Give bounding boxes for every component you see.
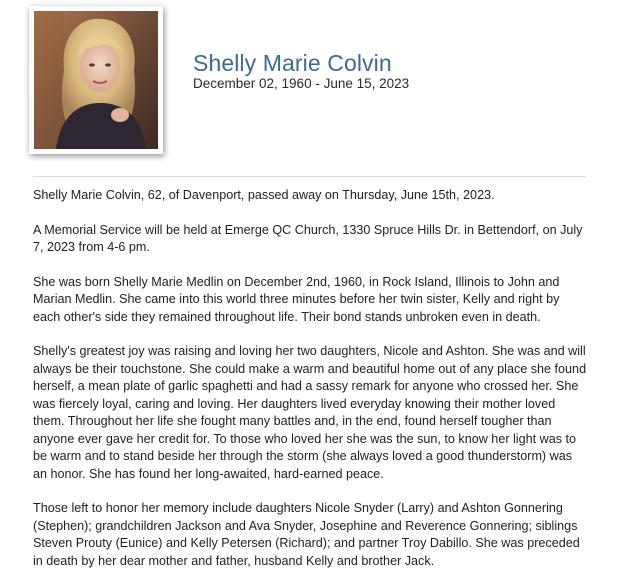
obituary-paragraph: A Memorial Service will be held at Emerge QC Church, 1330 Spruce Hills Dr. in Bettendorf, on July 7, 2023 from 4-6 pm.: [33, 222, 583, 254]
life-dates: December 02, 1960 - June 15, 2023: [193, 76, 410, 91]
obituary-header: [0, 0, 620, 176]
obituary-paragraph: Shelly's greatest joy was raising and loving her two daughters, Nicole and Ashton. She was and will always be their touchstone. She could make a warm and beautiful home out of any place she found herself, a mean plate of garlic spaghetti and had a sassy remark for anyone who crossed her. She was fiercely loyal, caring and loving. Her daughters lived everyday knowing their mother loved them. Throughout her life she fought many battles and, in the end, found herself tougher than anyone ever gave her credit for. To those who loved her she was the sun, to know her light was to be warm and to stand beside her through the storm (she always loved a good thunderstorm) was an honor. She has found her long-awaited, hard-earned peace.: [33, 344, 587, 481]
header-divider: [33, 176, 586, 177]
deceased-name: Shelly Marie Colvin: [193, 50, 392, 76]
portrait-photo-frame: [29, 6, 163, 154]
portrait-photo: [34, 11, 158, 149]
obituary-paragraph: She was born Shelly Marie Medlin on December 2nd, 1960, in Rock Island, Illinois to John and Marian Medlin. She came into this world three minutes before her twin sister, Kelly and right by each other's side they remained throughout life. Their bond stands unbroken even in death.: [33, 274, 560, 324]
obituary-paragraph: Those left to honor her memory include daughters Nicole Snyder (Larry) and Ashton Gonnering (Stephen); grandchildren Jackson and Ava Snyder, Josephine and Reverence Gonnering; siblings Steven Prouty (Eunice) and Kelly Petersen (Richard); and partner Troy Dabillo. She was preceded in death by her dear mother and father, husband Kelly and brother Jack.: [33, 501, 580, 568]
obituary-paragraph: Shelly Marie Colvin, 62, of Davenport, passed away on Thursday, June 15th, 2023.: [33, 188, 495, 202]
obituary-body: [33, 187, 589, 587]
